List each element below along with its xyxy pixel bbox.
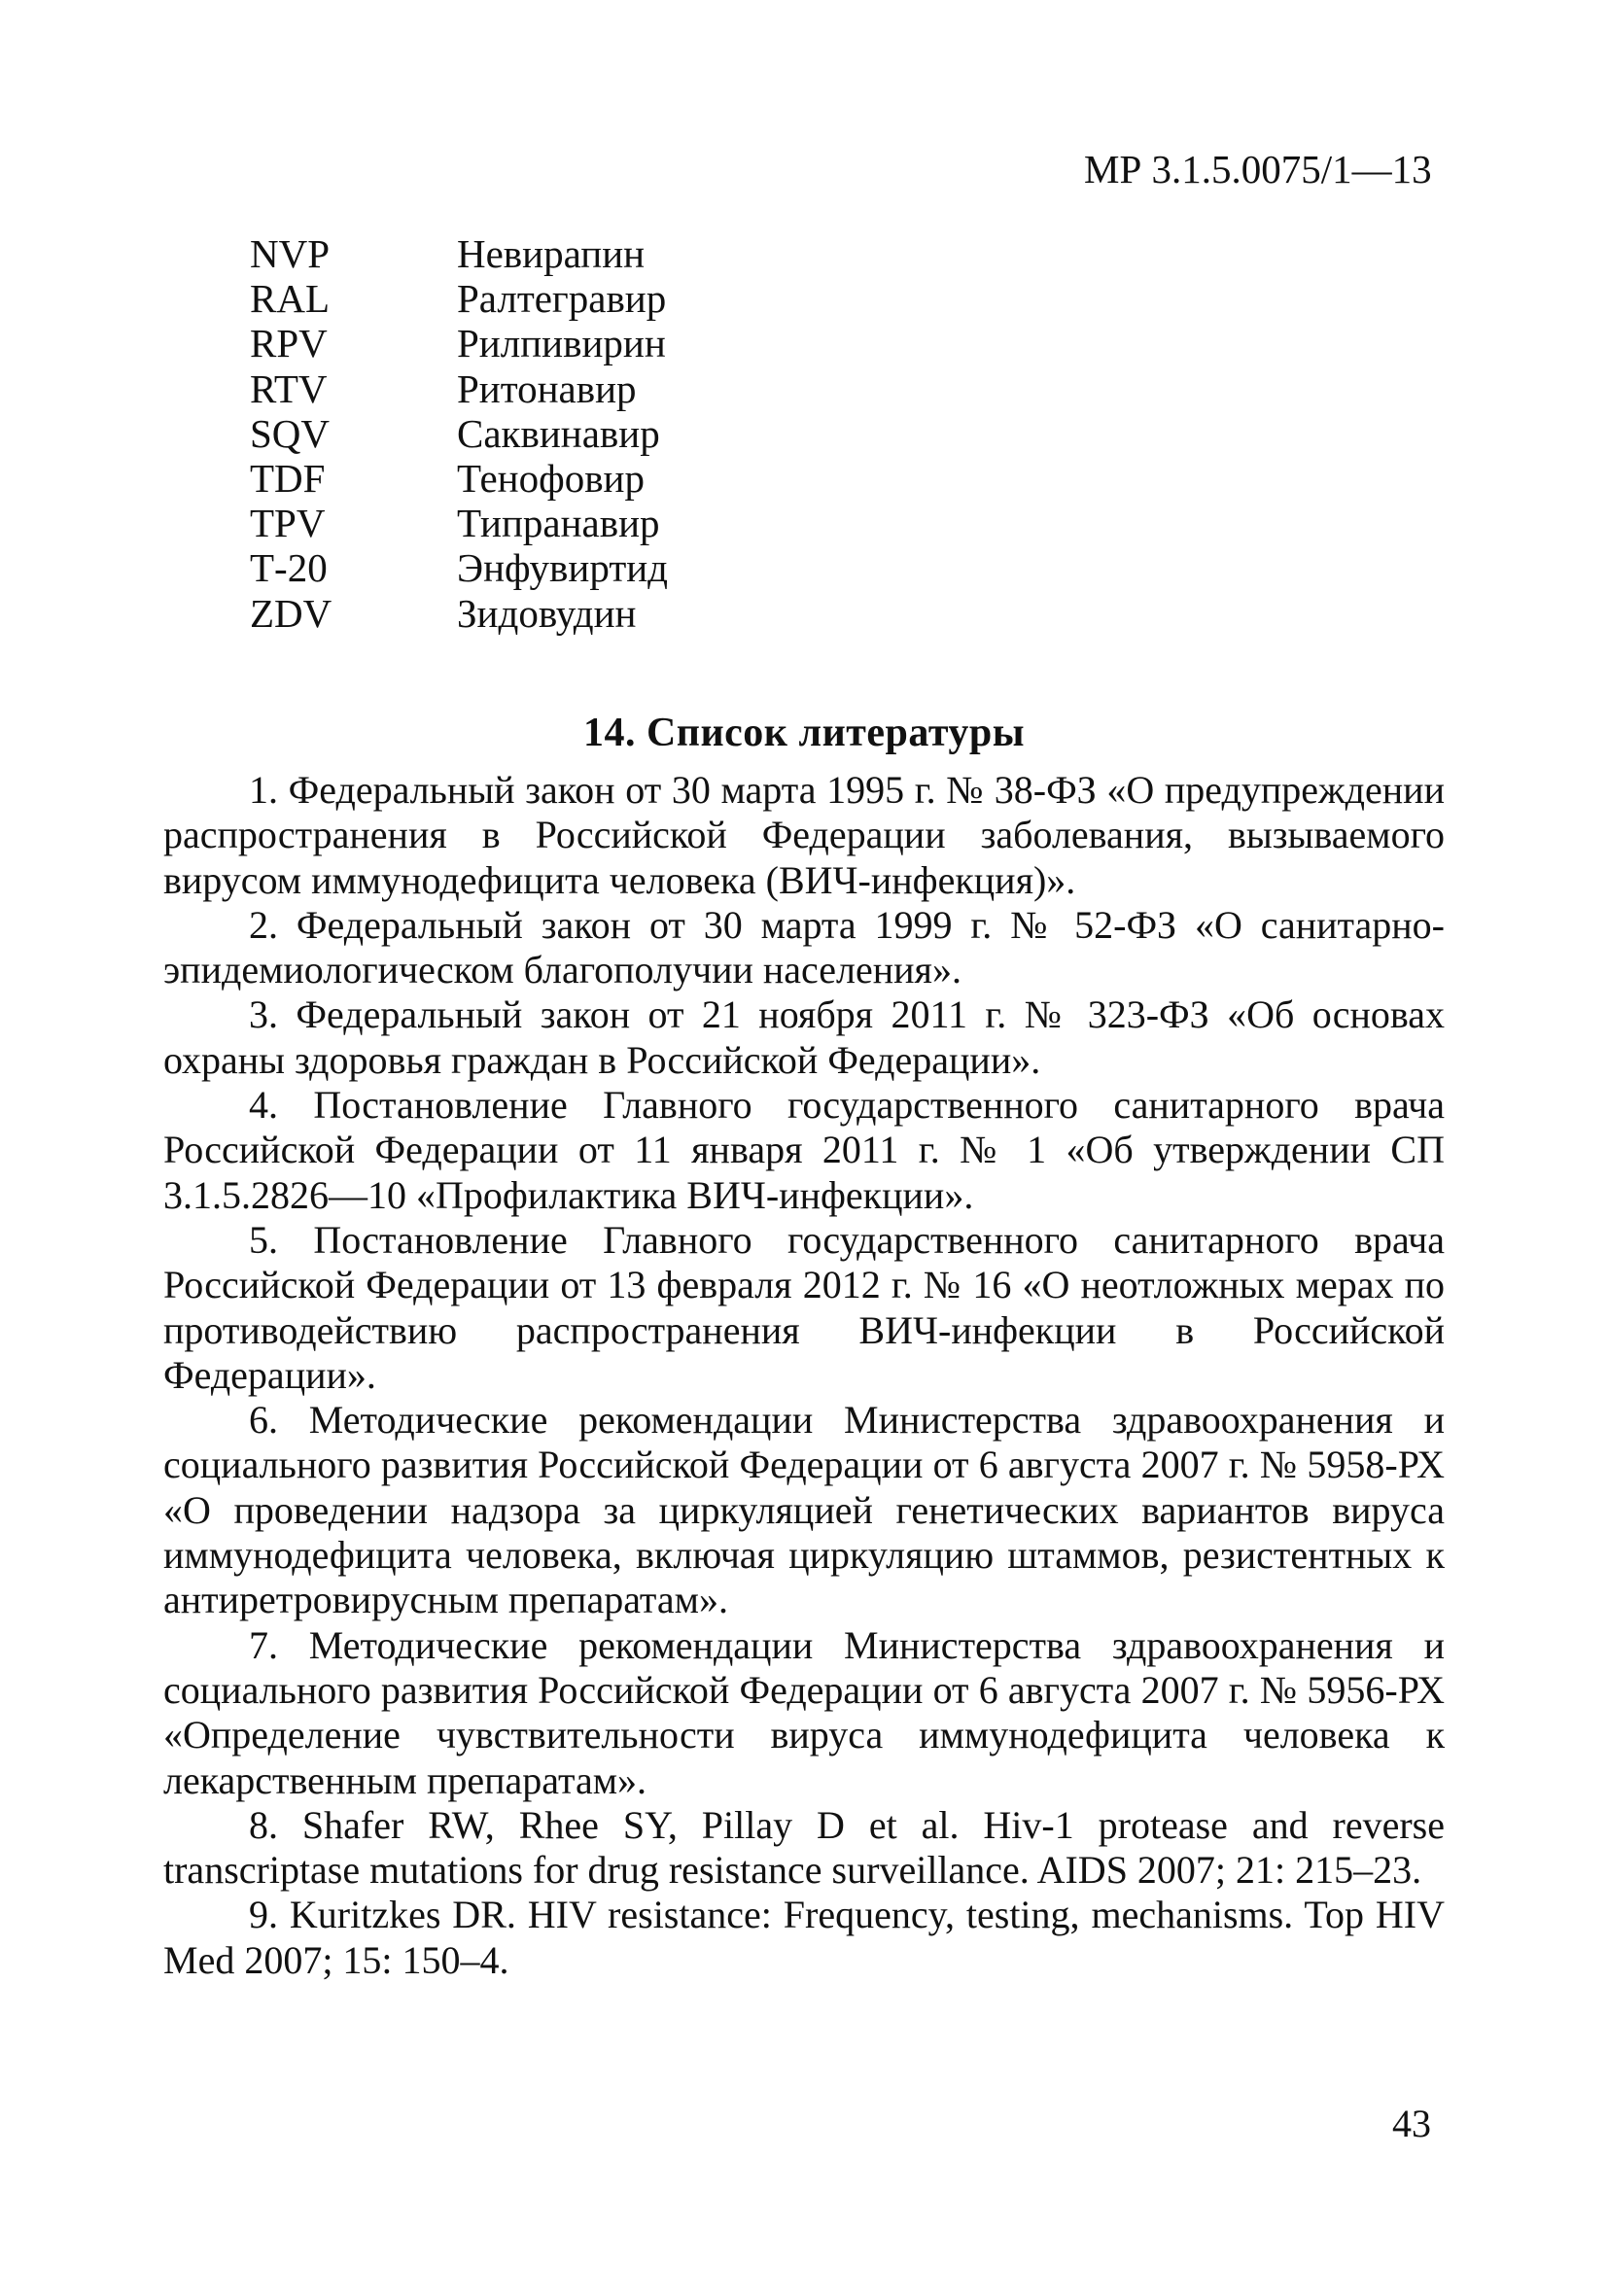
reference-item: 4. Постановление Главного государственного санитарного врача Российской Федерации от 11 января 2011 г. № 1 «Об утверждении СП 3.1.5.2826—10 «Профилактика ВИЧ-инфекции». xyxy=(163,1083,1445,1217)
abbreviation-name: Невирапин xyxy=(457,231,646,276)
page-number: 43 xyxy=(1392,2102,1431,2145)
abbreviation-code: TPV xyxy=(250,501,326,546)
abbreviation-code: Т-20 xyxy=(250,545,328,591)
abbreviation-code: RAL xyxy=(250,276,330,322)
abbreviation-name: Ралтегравир xyxy=(457,276,667,322)
document-code: МР 3.1.5.0075/1—13 xyxy=(1084,147,1432,191)
abbreviation-name: Зидовудин xyxy=(457,590,637,636)
abbreviation-name: Саквинавир xyxy=(457,410,660,456)
reference-item: 6. Методические рекомендации Министерства здравоохранения и социального развития Российской Федерации от 6 августа 2007 г. № 5958-РХ «О проведении надзора за циркуляцией генетических вариантов вируса иммунодефицита человека, включая циркуляцию штаммов, резистентных к антиретровирусным препаратам». xyxy=(163,1398,1445,1622)
reference-item: 1. Федеральный закон от 30 марта 1995 г. № 38-ФЗ «О предупреждении распространения в Российской Федерации заболевания, вызываемого вирусом иммунодефицита человека (ВИЧ-инфекция)». xyxy=(163,768,1445,902)
reference-item: 3. Федеральный закон от 21 ноября 2011 г. № 323-ФЗ «Об основах охраны здоровья граждан в Российской Федерации». xyxy=(163,992,1445,1082)
section-title: 14. Список литературы xyxy=(582,711,1026,755)
abbreviation-code: SQV xyxy=(250,410,331,456)
reference-item: 7. Методические рекомендации Министерства здравоохранения и социального развития Российской Федерации от 6 августа 2007 г. № 5956-РХ «Определение чувствительности вируса иммунодефицита человека к лекарственным препаратам». xyxy=(163,1622,1445,1802)
reference-item: 5. Постановление Главного государственного санитарного врача Российской Федерации от 13 февраля 2012 г. № 16 «О неотложных мерах по противодействию распространения ВИЧ-инфекции в Российской Федерации». xyxy=(163,1217,1445,1397)
abbreviation-name: Тенофовир xyxy=(457,455,645,501)
abbreviation-code: TDF xyxy=(250,455,326,501)
reference-item: 9. Kuritzkes DR. HIV resistance: Frequency, testing, mechanisms. Top HIV Med 2007; 15: 150–4. xyxy=(163,1893,1445,1982)
reference-item: 8. Shafer RW, Rhee SY, Pillay D et al. Hiv-1 protease and reverse transcriptase mutations for drug resistance surveillance. AIDS 2007; 21: 215–23. xyxy=(163,1802,1445,1893)
abbreviation-code: RTV xyxy=(250,365,328,411)
abbreviation-name: Ритонавир xyxy=(457,365,637,411)
abbreviation-name: Энфувиртид xyxy=(457,545,669,591)
reference-list xyxy=(163,768,1445,1983)
abbreviation-name: Типранавир xyxy=(457,501,660,546)
abbreviation-code: RPV xyxy=(250,321,328,366)
reference-item: 2. Федеральный закон от 30 марта 1999 г. № 52-ФЗ «О санитарно-эпидемиологическом благополучии населения». xyxy=(163,902,1445,992)
abbreviation-name: Рилпивирин xyxy=(457,321,666,366)
abbreviation-code: ZDV xyxy=(250,590,332,636)
abbreviation-code: NVP xyxy=(250,231,331,276)
